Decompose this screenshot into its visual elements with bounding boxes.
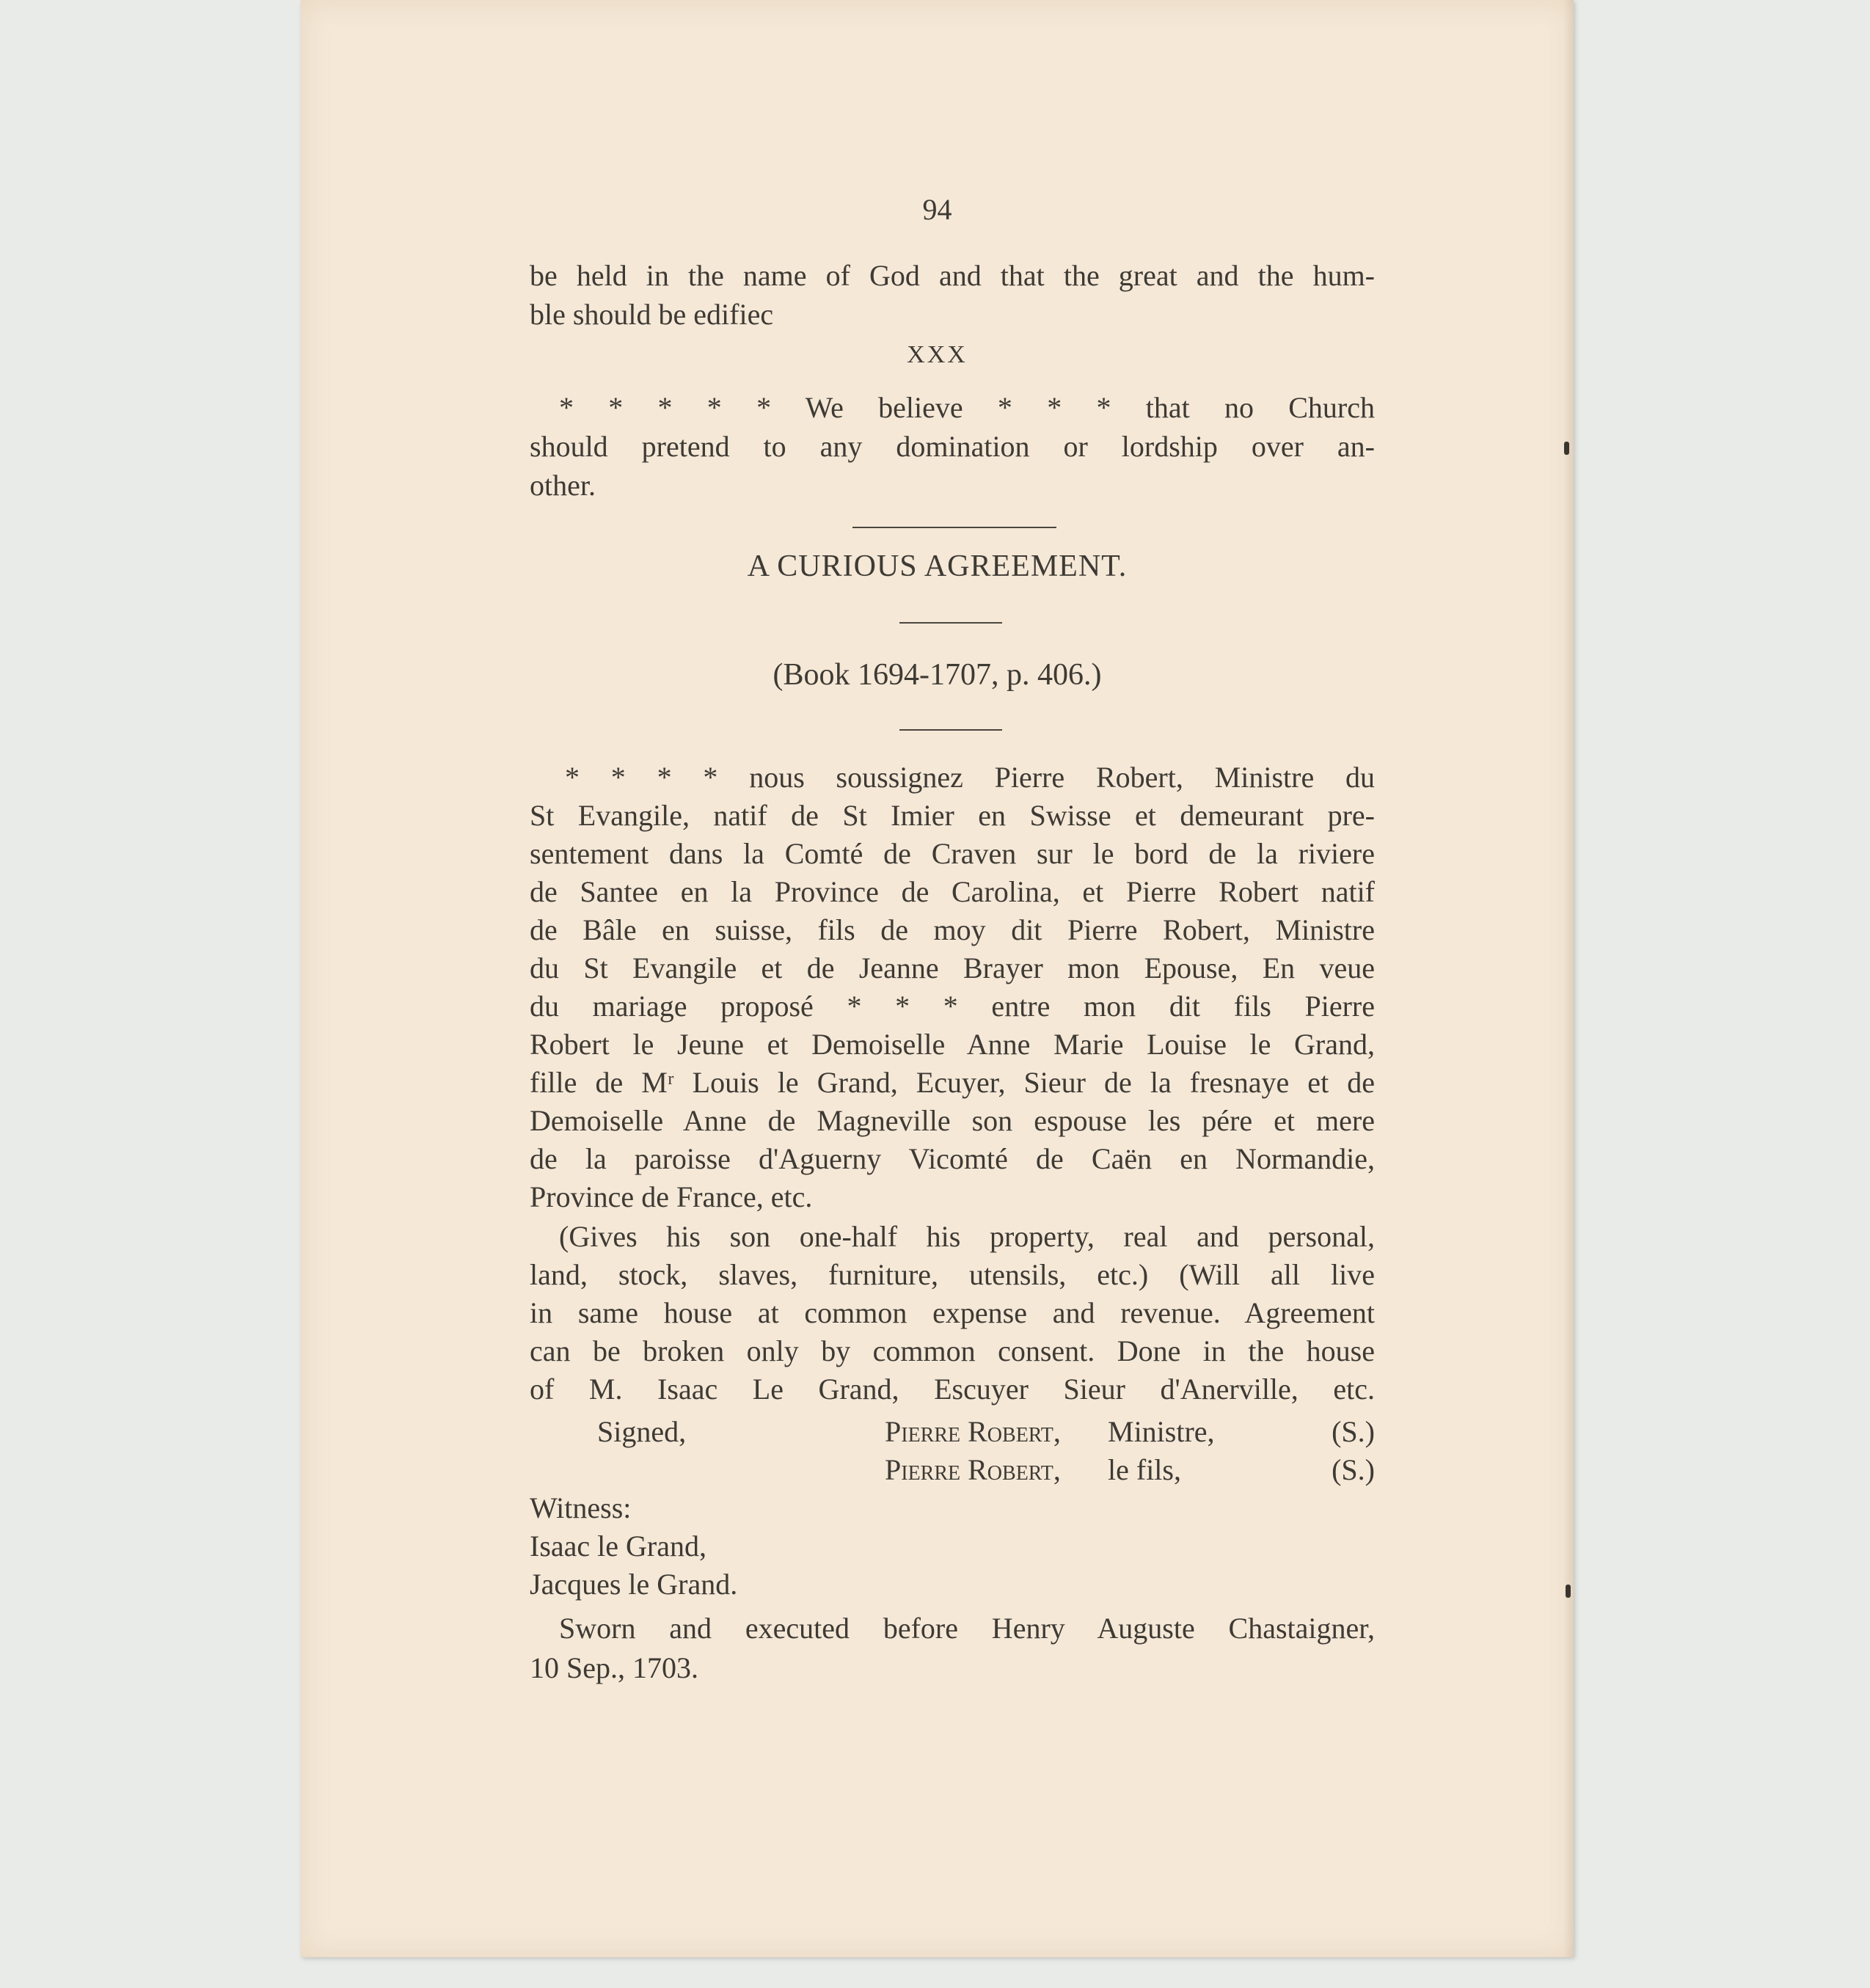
section-title: A CURIOUS AGREEMENT. [747,549,1128,583]
page-number: 94 [922,193,952,226]
seal-mark: (S.) [1332,1415,1375,1448]
seal-mark: (S.) [1332,1453,1375,1486]
paper-speck [1564,442,1569,455]
signer-title: Ministre, [1108,1415,1215,1448]
signer-name: Pierre Robert, [885,1453,1061,1486]
belief-paragraph-line-3: other. [530,469,596,502]
reference-rule [899,729,1002,731]
title-rule-bottom [899,622,1002,624]
paragraph-line: du mariage proposé * * * entre mon dit fils Pierre [530,990,1375,1023]
paragraph-line: St Evangile, natif de St Imier en Swisse et demeurant pre- [530,799,1375,832]
belief-paragraph-line-1: * * * * * We believe * * * that no Church [559,391,1375,424]
title-rule-top [852,527,1056,528]
book-page [301,0,1574,1957]
sworn-paragraph-line-2: 10 Sep., 1703. [530,1651,698,1684]
paragraph-line: sentement dans la Comté de Craven sur le bord de la riviere [530,837,1375,870]
paragraph-line: Province de France, etc. [530,1180,813,1213]
paragraph-line: can be broken only by common consent. Done in the house [530,1334,1375,1367]
paragraph-line: * * * * nous soussignez Pierre Robert, Ministre du [565,761,1375,794]
belief-paragraph-line-2: should pretend to any domination or lordship over an- [530,430,1375,463]
paragraph-line: de Bâle en suisse, fils de moy dit Pierre Robert, Ministre [530,913,1375,946]
paragraph-line: (Gives his son one-half his property, real and personal, [559,1220,1375,1253]
signer-name: Pierre Robert, [885,1415,1061,1448]
signed-label: Signed, [597,1415,687,1448]
paper-speck [1566,1585,1571,1598]
paragraph-line: in same house at common expense and revenue. Agreement [530,1296,1375,1329]
paragraph-line: de Santee en la Province de Carolina, et Pierre Robert natif [530,875,1375,908]
paragraph-line: of M. Isaac Le Grand, Escuyer Sieur d'Anerville, etc. [530,1373,1375,1406]
witness-name: Isaac le Grand, [530,1530,706,1563]
book-reference: (Book 1694-1707, p. 406.) [773,658,1102,692]
witness-name: Jacques le Grand. [530,1568,738,1601]
witness-label: Witness: [530,1491,632,1524]
signer-title: le fils, [1108,1453,1181,1486]
paragraph-line: Demoiselle Anne de Magneville son espouse les pére et mere [530,1104,1375,1137]
paragraph-line: de la paroisse d'Aguerny Vicomté de Caën en Normandie, [530,1142,1375,1175]
page-edge-shadow [1563,0,1574,1957]
paragraph-line: Robert le Jeune et Demoiselle Anne Marie Louise le Grand, [530,1028,1375,1061]
paragraph-line: land, stock, slaves, furniture, utensils, etc.) (Will all live [530,1258,1375,1291]
section-separator: XXX [907,341,968,368]
paragraph-line: fille de Mʳ Louis le Grand, Ecuyer, Sieur de la fresnaye et de [530,1066,1375,1099]
top-paragraph-line-2: ble should be edifiec [530,298,774,331]
paragraph-line: du St Evangile et de Jeanne Brayer mon Epouse, En veue [530,951,1375,984]
top-paragraph-line-1: be held in the name of God and that the great and the hum- [530,259,1375,292]
sworn-paragraph-line-1: Sworn and executed before Henry Auguste Chastaigner, [559,1612,1375,1645]
